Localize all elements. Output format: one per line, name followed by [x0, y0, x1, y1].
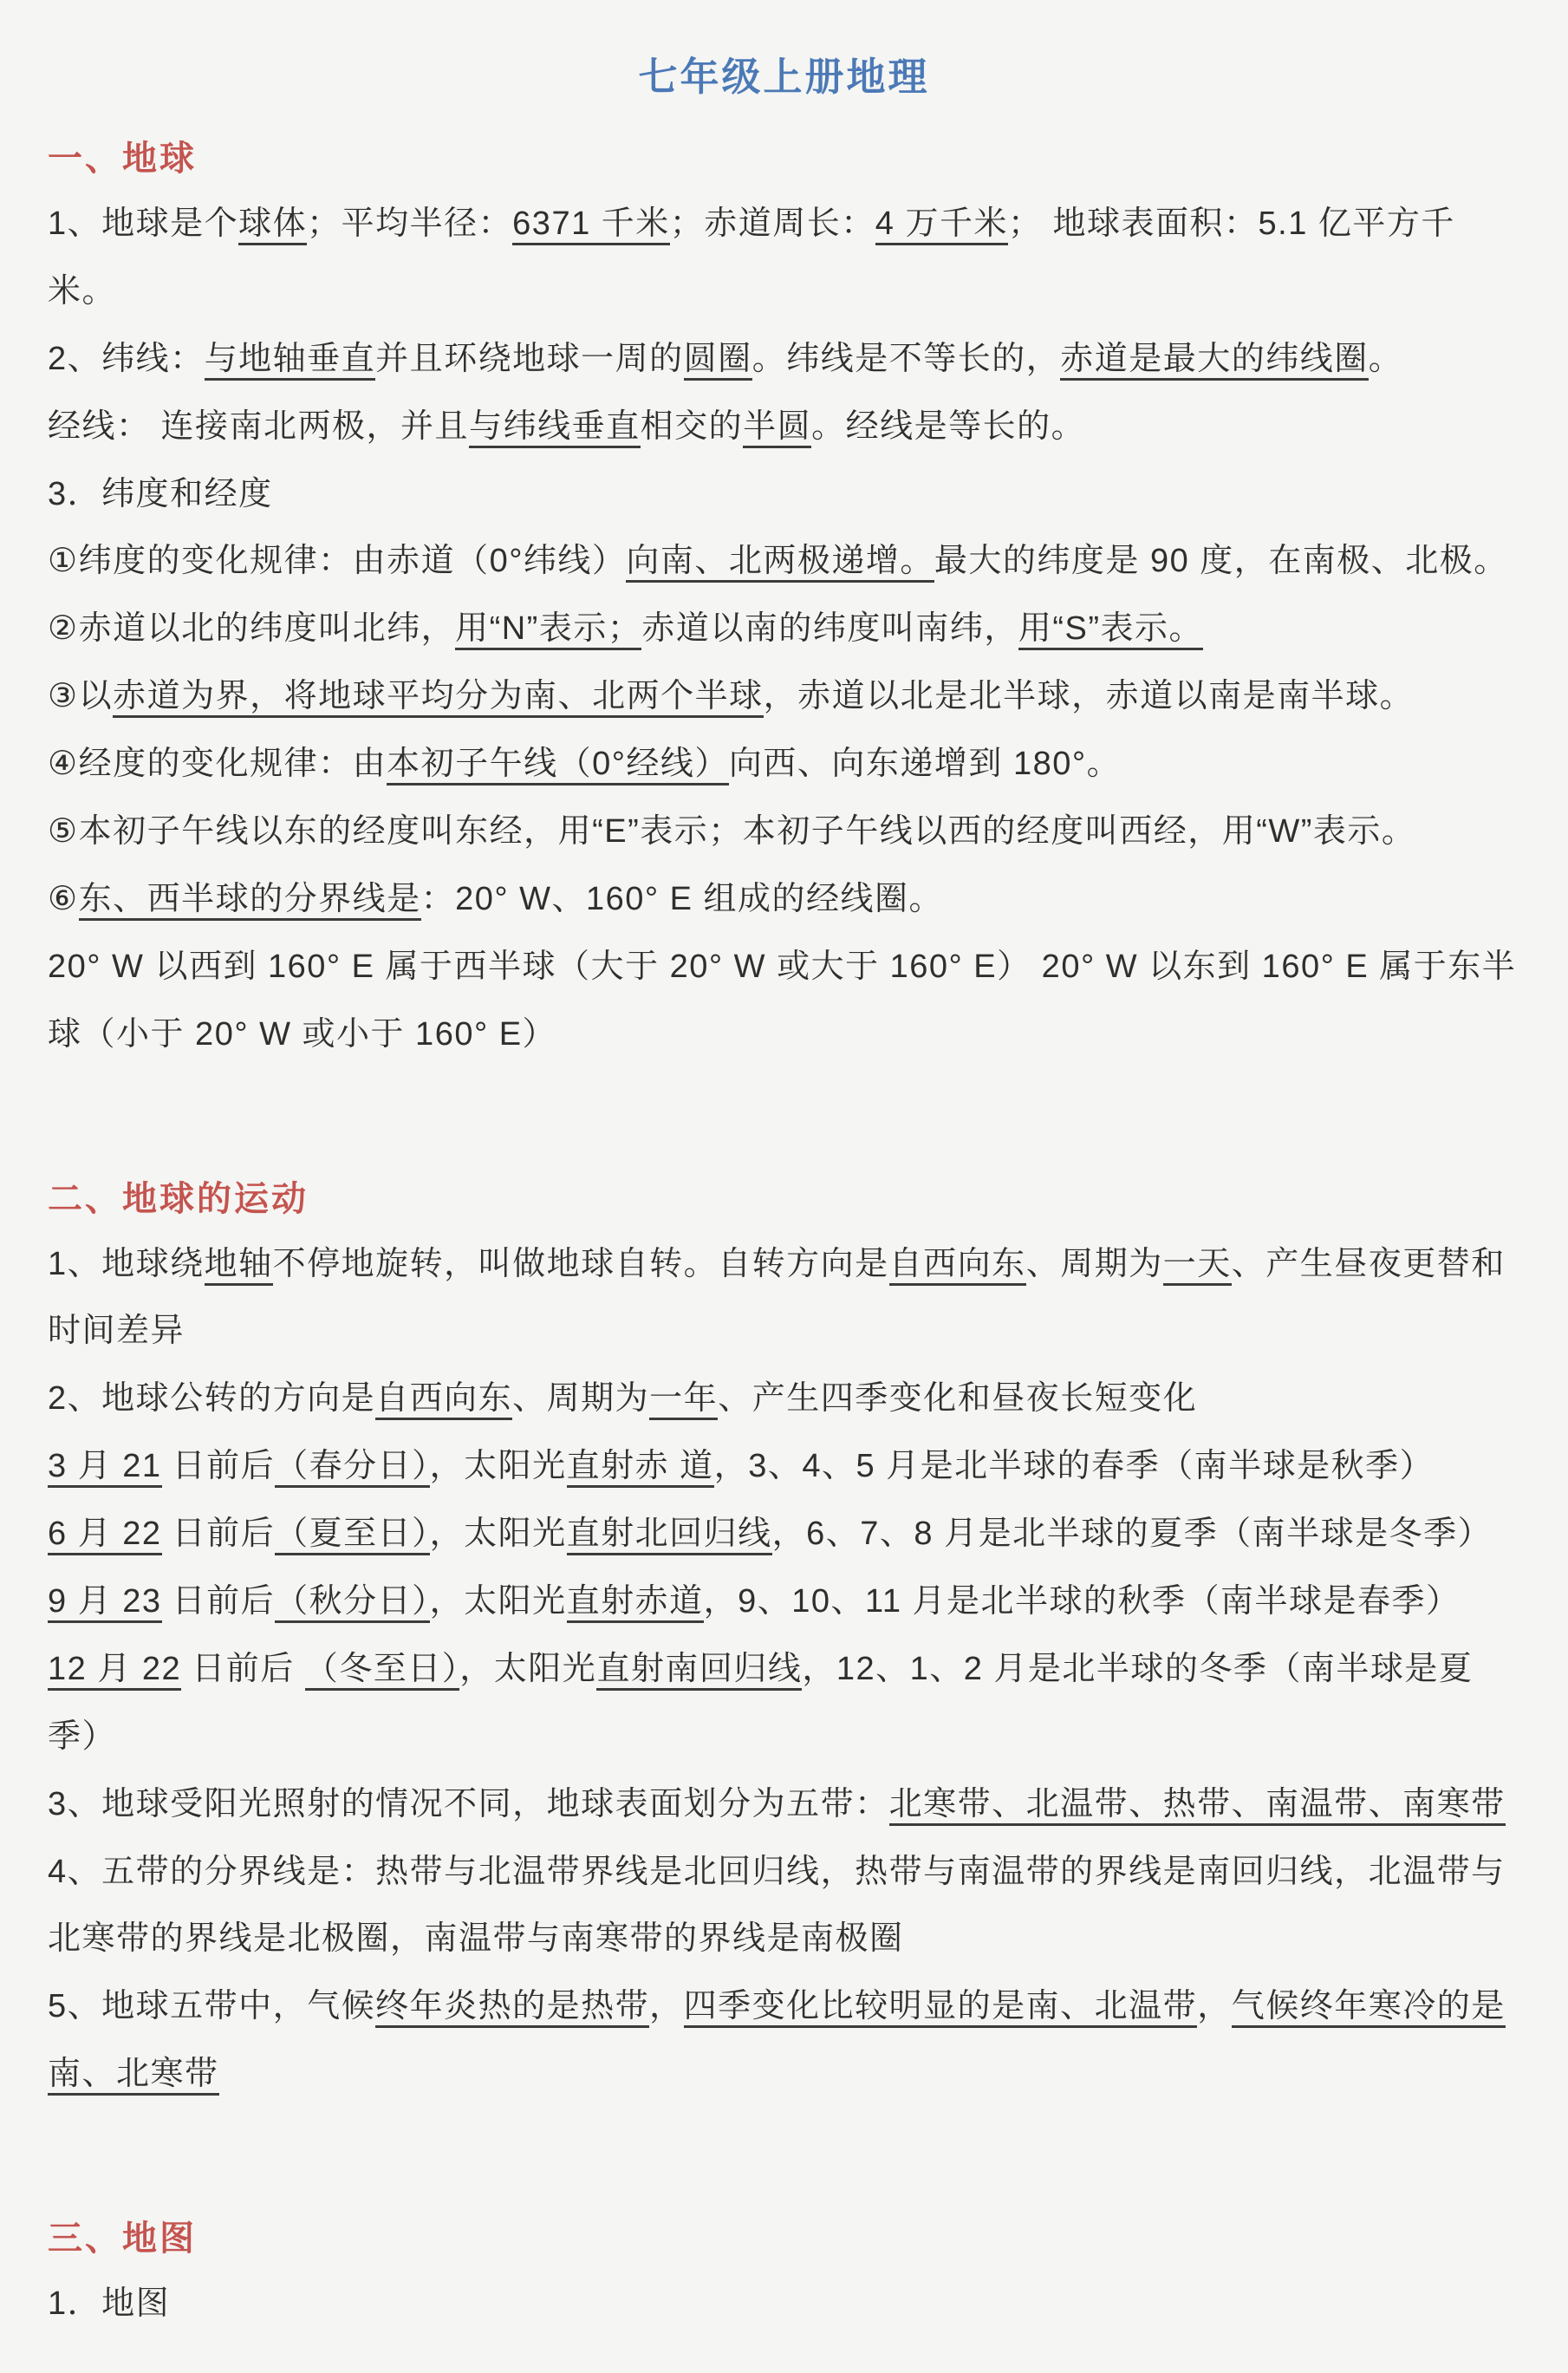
text-segment: 向西、向东递增到 180°。: [728, 746, 1122, 783]
underlined-text: 北寒带、北温带、热带、南温带、南寒带: [889, 1786, 1506, 1826]
underlined-text: 终年炎热的是热带: [375, 1988, 649, 2028]
text-segment: 。经线是等长的。: [811, 407, 1086, 445]
section: [48, 2211, 1520, 2338]
underlined-text: 一天: [1163, 1246, 1232, 1286]
text-segment: 3、地球受阳光照射的情况不同，地球表面划分为五带：: [48, 1785, 889, 1822]
document-line: [48, 1973, 1520, 2109]
document-line: [48, 1568, 1520, 1636]
document-line: [48, 731, 1520, 799]
underlined-text: 赤道为界，将地球平均分为南、北两个半球: [113, 678, 764, 718]
underlined-text: 3 月 21: [48, 1448, 162, 1488]
text-segment: 日前后: [181, 1650, 305, 1687]
underlined-text: 气候终年寒冷的是南、北寒带: [48, 1988, 1506, 2096]
document-line: [48, 1433, 1520, 1501]
underlined-text: 半圆: [743, 408, 811, 448]
text-segment: ，太阳光: [429, 1448, 567, 1485]
text-segment: ⑤本初子午线以东的经度叫东经，用“E”表示；本初子午线以西的经度叫西经，用“W”表示。: [48, 813, 1416, 851]
text-segment: ，: [649, 1988, 684, 2025]
underlined-text: 6371 千米: [512, 205, 670, 245]
text-segment: ⑥: [48, 880, 79, 917]
underlined-text: 向南、北两极递增。: [626, 543, 934, 583]
document-body: [48, 131, 1520, 2338]
document-line: [48, 2271, 1520, 2338]
text-segment: ①纬度的变化规律：由赤道（0°纬线）: [48, 543, 627, 580]
document-line: [48, 596, 1520, 663]
text-segment: 。: [1368, 340, 1403, 377]
text-segment: 经线： 连接南北两极，并且: [48, 407, 470, 445]
document-line: [48, 663, 1520, 731]
underlined-text: 自西向东: [889, 1246, 1026, 1286]
text-segment: 、周期为: [512, 1380, 650, 1418]
text-segment: 4、五带的分界线是：热带与北温带界线是北回归线，热带与南温带的界线是南回归线，北温带与北寒带的界线是北极圈，南温带与南寒带的界线是南极圈: [48, 1853, 1506, 1958]
document-line: [48, 528, 1520, 596]
section-heading: 一、地球: [48, 140, 197, 178]
underlined-text: 本初子午线（0°经线）: [387, 746, 729, 786]
underlined-text: 用“S”表示。: [1018, 610, 1203, 650]
document-line: [48, 1636, 1520, 1771]
document-line: [48, 1231, 1520, 1366]
text-segment: ②赤道以北的纬度叫北纬，: [48, 610, 456, 648]
section-heading: 三、地图: [48, 2220, 197, 2259]
text-segment: 最大的纬度是 90 度，在南极、北极。: [934, 543, 1508, 580]
text-segment: 、周期为: [1025, 1245, 1163, 1282]
underlined-text: 6 月 22: [48, 1516, 162, 1555]
text-segment: 。纬线是不等长的，: [751, 340, 1061, 377]
text-segment: ，6、7、8 月是北半球的夏季（南半球是冬季）: [771, 1516, 1493, 1553]
underlined-text: （夏至日）: [275, 1516, 430, 1555]
text-segment: 日前后: [161, 1448, 276, 1485]
section: [48, 1171, 1520, 2109]
text-segment: 并且环绕地球一周的: [375, 340, 684, 377]
document-line: [48, 461, 1520, 529]
underlined-text: 直射南回归线: [596, 1651, 802, 1691]
text-segment: 赤道以南的纬度叫南纬，: [641, 610, 1018, 648]
document-line: [48, 1501, 1520, 1568]
underlined-text: 圆圈: [684, 341, 752, 381]
underlined-text: 球体: [238, 205, 307, 245]
document-line: [48, 1771, 1520, 1839]
underlined-text: 9 月 23: [48, 1583, 162, 1623]
text-segment: 20° W 以西到 160° E 属于西半球（大于 20° W 或大于 160° E） 20° W 以东到 160° E 属于东半球（小于 20° W 或小于 160° E）: [48, 948, 1517, 1053]
underlined-text: 一年: [649, 1380, 718, 1420]
text-segment: ；平均半径：: [307, 205, 513, 242]
document-line: [48, 1839, 1520, 1974]
text-segment: ； 地球表面积：5.1 亿平方千米。: [48, 205, 1455, 310]
document-line: [48, 394, 1520, 461]
document-line: [48, 799, 1520, 866]
text-segment: 不停地旋转，叫做地球自转。自转方向是: [272, 1245, 889, 1282]
text-segment: 1、地球绕: [48, 1245, 205, 1282]
text-segment: ，太阳光: [429, 1583, 567, 1620]
document-title: 七年级上册地理: [638, 55, 930, 99]
text-segment: 1、地球是个: [48, 205, 239, 242]
text-segment: 、产生昼夜更替和时间差异: [48, 1245, 1506, 1350]
section: [48, 131, 1520, 1069]
underlined-text: 直射赤道: [567, 1583, 704, 1623]
text-segment: 、产生四季变化和昼夜长短变化: [718, 1380, 1198, 1418]
text-segment: 1．地图: [48, 2285, 171, 2323]
underlined-text: 赤道是最大的纬线圈: [1060, 341, 1369, 381]
underlined-text: 地轴: [205, 1246, 273, 1286]
underlined-text: 直射北回归线: [567, 1516, 772, 1555]
text-segment: ，9、10、11 月是北半球的秋季（南半球是春季）: [703, 1583, 1461, 1620]
underlined-text: 自西向东: [375, 1380, 512, 1420]
text-segment: 相交的: [640, 407, 744, 445]
document-line: [48, 326, 1520, 394]
document-line: [48, 1366, 1520, 1433]
text-segment: 5、地球五带中，气候: [48, 1988, 376, 2025]
document-line: [48, 934, 1520, 1069]
underlined-text: 4 万千米: [875, 205, 1008, 245]
underlined-text: 用“N”表示；: [455, 610, 641, 650]
section-heading: 二、地球的运动: [48, 1179, 309, 1218]
underlined-text: （春分日）: [275, 1448, 430, 1488]
text-segment: ，3、4、5 月是北半球的春季（南半球是秋季）: [713, 1448, 1435, 1485]
underlined-text: （冬至日）: [305, 1651, 460, 1691]
text-segment: ；赤道周长：: [669, 205, 875, 242]
text-segment: 日前后: [161, 1516, 276, 1553]
text-segment: ，太阳光: [429, 1516, 567, 1553]
document-line: [48, 866, 1520, 934]
text-segment: ，赤道以北是北半球，赤道以南是南半球。: [763, 678, 1415, 715]
underlined-text: 与纬线垂直: [469, 408, 641, 448]
underlined-text: 四季变化比较明显的是南、北温带: [684, 1988, 1198, 2028]
text-segment: 3．纬度和经度: [48, 475, 273, 512]
text-segment: 2、纬线：: [48, 340, 205, 377]
text-segment: 2、地球公转的方向是: [48, 1380, 376, 1418]
text-segment: ，太阳光: [459, 1650, 597, 1687]
document-line: [48, 191, 1520, 326]
text-segment: ，: [1197, 1988, 1232, 2025]
text-segment: ，12、1、2 月是北半球的冬季（南半球是夏季）: [48, 1650, 1474, 1755]
underlined-text: 东、西半球的分界线是: [79, 881, 421, 921]
underlined-text: （秋分日）: [275, 1583, 430, 1623]
underlined-text: 12 月 22: [48, 1651, 181, 1691]
text-segment: 日前后: [161, 1583, 276, 1620]
text-segment: ：20° W、160° E 组成的经线圈。: [420, 880, 944, 917]
underlined-text: 与地轴垂直: [205, 341, 376, 381]
text-segment: ③以: [48, 678, 114, 715]
underlined-text: 直射赤 道: [567, 1448, 714, 1488]
text-segment: ④经度的变化规律：由: [48, 746, 387, 783]
